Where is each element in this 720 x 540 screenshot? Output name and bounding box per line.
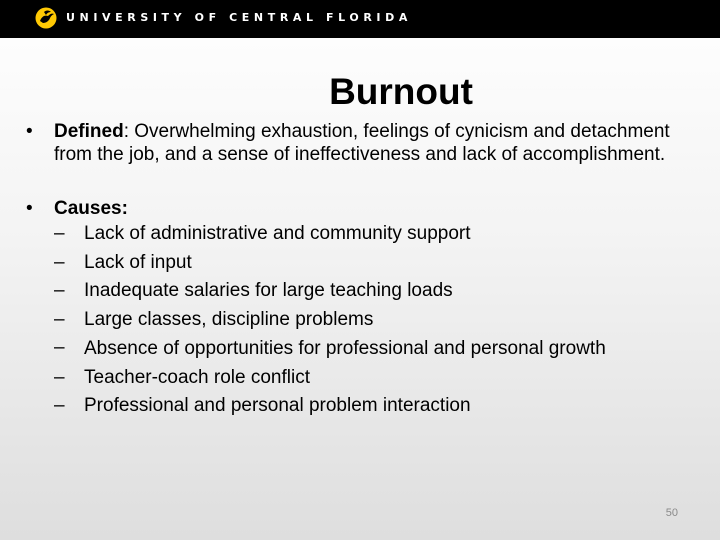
cause-text: Teacher-coach role conflict xyxy=(84,366,310,388)
cause-item xyxy=(26,306,686,335)
definition-term: Defined xyxy=(54,121,124,142)
page-number: 50 xyxy=(665,507,678,519)
bullet-marker: • xyxy=(26,198,33,219)
cause-text: Lack of administrative and community support xyxy=(84,223,471,244)
cause-item xyxy=(26,364,686,393)
cause-text: Absence of opportunities for professional and personal growth xyxy=(84,338,606,359)
cause-item xyxy=(26,277,686,306)
dash-marker: – xyxy=(54,337,65,358)
causes-bullet xyxy=(26,197,686,220)
dash-marker: – xyxy=(54,280,65,301)
bullet-marker: • xyxy=(26,121,33,142)
definition-bullet xyxy=(26,120,686,166)
dash-marker: – xyxy=(54,308,65,330)
cause-item xyxy=(26,334,686,364)
dash-marker: – xyxy=(54,366,65,388)
cause-text: Inadequate salaries for large teaching loads xyxy=(84,280,453,301)
cause-text: Professional and personal problem interaction xyxy=(84,395,471,416)
definition-text: : Overwhelming exhaustion, feelings of cynicism and detachment from the job, and a sense of ineffectiveness and lack of accomplishment. xyxy=(54,121,670,165)
pegasus-logo-icon xyxy=(34,6,58,30)
cause-item xyxy=(26,392,686,421)
slide-title: Burnout xyxy=(329,71,473,112)
spacer xyxy=(26,166,686,197)
cause-item xyxy=(26,220,686,249)
university-name: UNIVERSITY OF CENTRAL FLORIDA xyxy=(66,11,412,24)
dash-marker: – xyxy=(54,251,65,273)
slide-content xyxy=(26,120,686,421)
cause-item xyxy=(26,249,686,278)
dash-marker: – xyxy=(54,223,65,244)
cause-text: Lack of input xyxy=(84,251,192,273)
causes-heading: Causes: xyxy=(54,198,128,219)
dash-marker: – xyxy=(54,395,65,416)
cause-text: Large classes, discipline problems xyxy=(84,308,374,330)
header-bar xyxy=(0,0,720,38)
